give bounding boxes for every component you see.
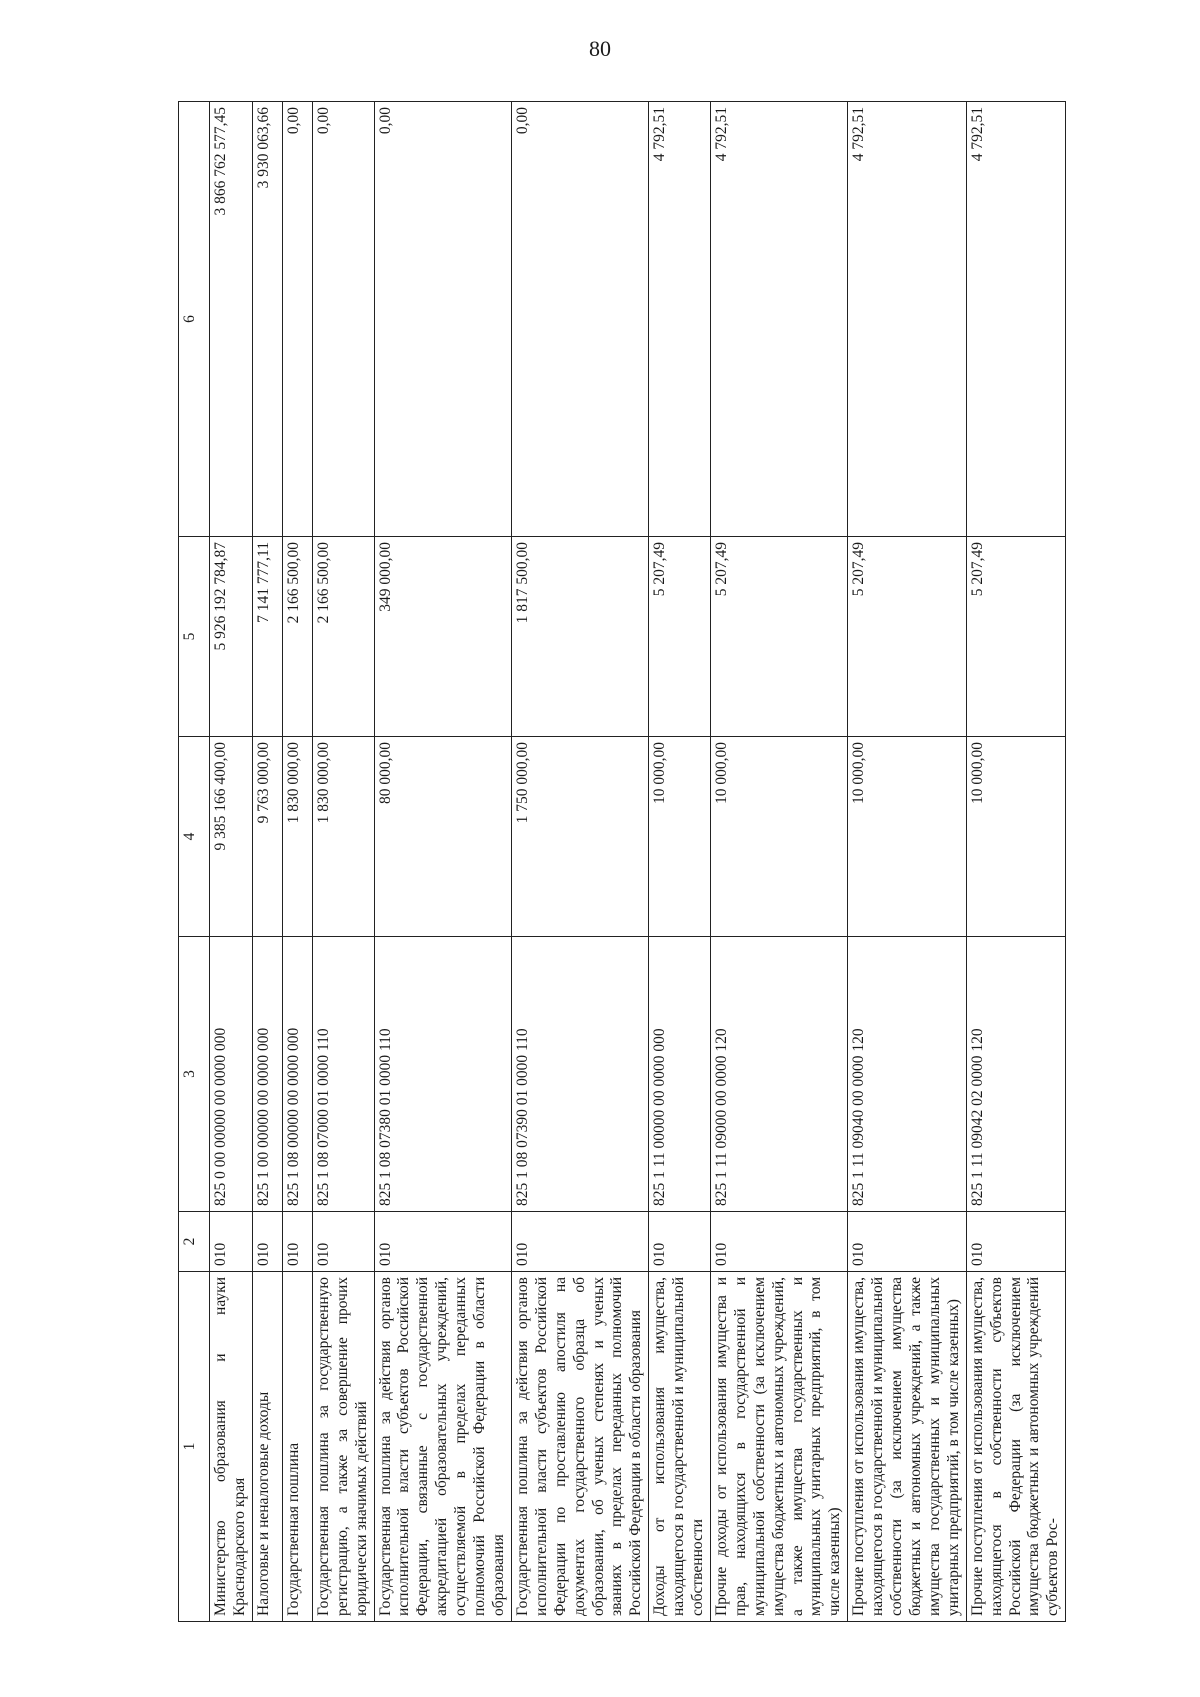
row-value-col4: 9 763 000,00 [252,737,282,937]
row-budget-code: 825 1 08 07380 01 0000 110 [374,937,511,1212]
table-row [511,102,648,1622]
table-row [710,102,847,1622]
row-value-col6: 3 930 063,66 [252,102,282,537]
row-value-col4: 1 830 000,00 [282,737,312,937]
row-name: Налоговые и неналоговые доходы [252,1272,282,1622]
row-value-col4: 80 000,00 [374,737,511,937]
header-cell-1: 1 [179,1272,210,1622]
row-name: Министерство образования и науки Краснодарского края [210,1272,253,1622]
row-name: Государственная пошлина за государственную регистрацию, а также за совершение прочих юридически значимых действий [312,1272,374,1622]
row-value-col4: 10 000,00 [649,737,711,937]
table-row [374,102,511,1622]
row-value-col5: 349 000,00 [374,537,511,737]
row-line-code: 010 [710,1212,847,1272]
row-line-code: 010 [848,1212,966,1272]
row-name: Прочие поступления от использования имущества, находящегося в собственности субъектов Российской Федерации (за исключением имущества бюджетных и автономных учреждений субъектов Рос- [966,1272,1066,1622]
row-budget-code: 825 1 08 07000 01 0000 110 [312,937,374,1212]
row-line-code: 010 [649,1212,711,1272]
row-budget-code: 825 1 08 00000 00 0000 000 [282,937,312,1212]
row-value-col5: 5 926 192 784,87 [210,537,253,737]
row-name: Доходы от использования имущества, находящегося в государственной и муниципальной собственности [649,1272,711,1622]
table-row [282,102,312,1622]
row-value-col6: 4 792,51 [966,102,1066,537]
row-value-col4: 10 000,00 [966,737,1066,937]
row-value-col5: 2 166 500,00 [312,537,374,737]
row-line-code: 010 [210,1212,253,1272]
row-name: Прочие поступления от использования имущества, находящегося в государственной и муниципальной собственности (за исключением имущества бюджетных и автономных учреждений, а также имущества государственных и муниципальных унитарных предприятий, в том числе казенных) [848,1272,966,1622]
row-value-col4: 10 000,00 [710,737,847,937]
row-value-col6: 4 792,51 [710,102,847,537]
row-name: Государственная пошлина [282,1272,312,1622]
header-cell-2: 2 [179,1212,210,1272]
header-cell-4: 4 [179,737,210,937]
page-number: 80 [589,36,611,61]
header-cell-5: 5 [179,537,210,737]
row-line-code: 010 [374,1212,511,1272]
row-value-col5: 5 207,49 [966,537,1066,737]
row-line-code: 010 [282,1212,312,1272]
row-value-col6: 0,00 [282,102,312,537]
header-cell-6: 6 [179,102,210,537]
row-budget-code: 825 1 11 00000 00 0000 000 [649,937,711,1212]
row-value-col6: 0,00 [312,102,374,537]
revenue-table [178,101,1066,1622]
row-line-code: 010 [252,1212,282,1272]
row-value-col5: 1 817 500,00 [511,537,648,737]
row-budget-code: 825 1 00 00000 00 0000 000 [252,937,282,1212]
row-line-code: 010 [511,1212,648,1272]
row-value-col6: 0,00 [374,102,511,537]
row-value-col4: 1 750 000,00 [511,737,648,937]
table-row [966,102,1066,1622]
row-name: Прочие доходы от использования имущества и прав, находящихся в государственной и муниципальной собственности (за исключением имущества бюджетных и автономных учреждений, а также имущества государственных и муниципальных унитарных предприятий, в том числе казенных) [710,1272,847,1622]
row-value-col4: 9 385 166 400,00 [210,737,253,937]
table-row [252,102,282,1622]
row-value-col4: 10 000,00 [848,737,966,937]
row-budget-code: 825 1 11 09042 02 0000 120 [966,937,1066,1212]
row-name: Государственная пошлина за действия органов исполнительной власти субъектов Российской Федерации по проставлению апостиля на документах государственного образца об образовании, об ученых степенях и ученых званиях в пределах переданных полномочий Российской Федерации в области образования [511,1272,648,1622]
row-value-col5: 2 166 500,00 [282,537,312,737]
row-value-col6: 4 792,51 [649,102,711,537]
row-name: Государственная пошлина за действия органов исполнительной власти субъектов Российской Федерации, связанные с государственной аккредитацией образовательных учреждений, осуществляемой в пределах переданных полномочий Российской Федерации в области образования [374,1272,511,1622]
table-row [649,102,711,1622]
header-cell-3: 3 [179,937,210,1212]
row-budget-code: 825 1 08 07390 01 0000 110 [511,937,648,1212]
row-line-code: 010 [966,1212,1066,1272]
row-budget-code: 825 1 11 09000 00 0000 120 [710,937,847,1212]
row-value-col5: 5 207,49 [649,537,711,737]
table-header-row [179,102,210,1622]
row-value-col5: 7 141 777,11 [252,537,282,737]
row-line-code: 010 [312,1212,374,1272]
row-budget-code: 825 0 00 00000 00 0000 000 [210,937,253,1212]
row-value-col4: 1 830 000,00 [312,737,374,937]
row-value-col5: 5 207,49 [710,537,847,737]
row-value-col6: 4 792,51 [848,102,966,537]
row-value-col6: 3 866 762 577,45 [210,102,253,537]
rotated-table-container [178,102,1138,1622]
row-value-col6: 0,00 [511,102,648,537]
table-row [210,102,253,1622]
row-value-col5: 5 207,49 [848,537,966,737]
row-budget-code: 825 1 11 09040 00 0000 120 [848,937,966,1212]
table-row [848,102,966,1622]
table-row [312,102,374,1622]
